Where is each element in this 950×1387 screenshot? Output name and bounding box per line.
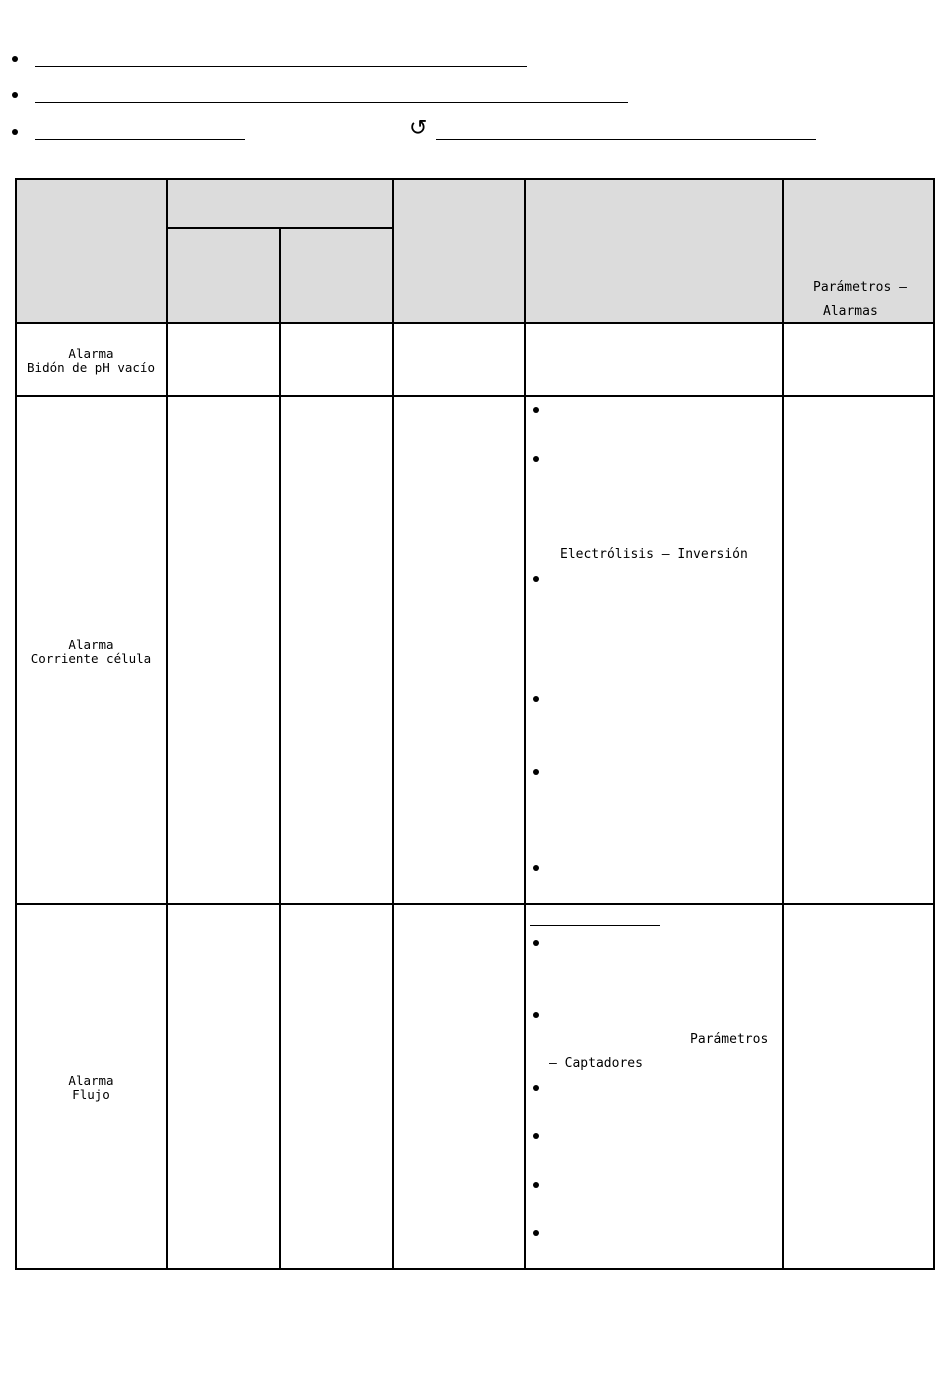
table-border-bottom	[15, 1268, 935, 1270]
column-divider	[782, 178, 784, 1270]
redacted-line	[35, 66, 527, 67]
remedy-bullet	[533, 407, 539, 413]
header-cell-5	[783, 179, 934, 323]
remedy-bullet	[533, 1182, 539, 1188]
header-cell-4	[525, 179, 783, 323]
list-bullet	[12, 92, 18, 98]
remedy-bullet	[533, 1012, 539, 1018]
undo-icon: ↺	[409, 116, 428, 141]
remedy-bullet	[533, 696, 539, 702]
redacted-line	[436, 139, 816, 140]
remedy-bullet	[533, 940, 539, 946]
remedy-bullet	[533, 576, 539, 582]
table-border-top	[15, 178, 935, 180]
row-divider	[15, 903, 935, 905]
remedy-bullet	[533, 456, 539, 462]
remedy-note: Electrólisis – Inversión	[560, 547, 748, 562]
redacted-line	[530, 925, 660, 926]
table-border-right	[933, 178, 935, 1270]
header-params-label-line2: Alarmas	[823, 304, 878, 319]
remedy-bullet	[533, 769, 539, 775]
remedy-bullet	[533, 865, 539, 871]
remedy-note: – Captadores	[549, 1056, 643, 1071]
row-label: Alarma Bidón de pH vacío	[27, 346, 155, 375]
row-label: Alarma Corriente célula	[30, 637, 152, 666]
remedy-note: Parámetros	[690, 1032, 769, 1047]
header-cell-1	[16, 179, 167, 323]
table-border-left	[15, 178, 17, 1270]
row-divider	[15, 395, 935, 397]
column-divider	[279, 227, 281, 1270]
column-divider	[524, 178, 526, 1270]
row-label: Alarma Flujo	[68, 1073, 114, 1102]
redacted-line	[35, 102, 628, 103]
remedy-bullet	[533, 1133, 539, 1139]
header-params-label: Parámetros –	[813, 280, 907, 295]
list-bullet	[12, 129, 18, 135]
header-bottom-border	[15, 322, 935, 324]
redacted-line	[35, 139, 245, 140]
column-divider	[392, 178, 394, 1270]
header-cell-3	[393, 179, 525, 323]
list-bullet	[12, 56, 18, 62]
column-divider	[166, 178, 168, 1270]
remedy-bullet	[533, 1085, 539, 1091]
remedy-bullet	[533, 1230, 539, 1236]
